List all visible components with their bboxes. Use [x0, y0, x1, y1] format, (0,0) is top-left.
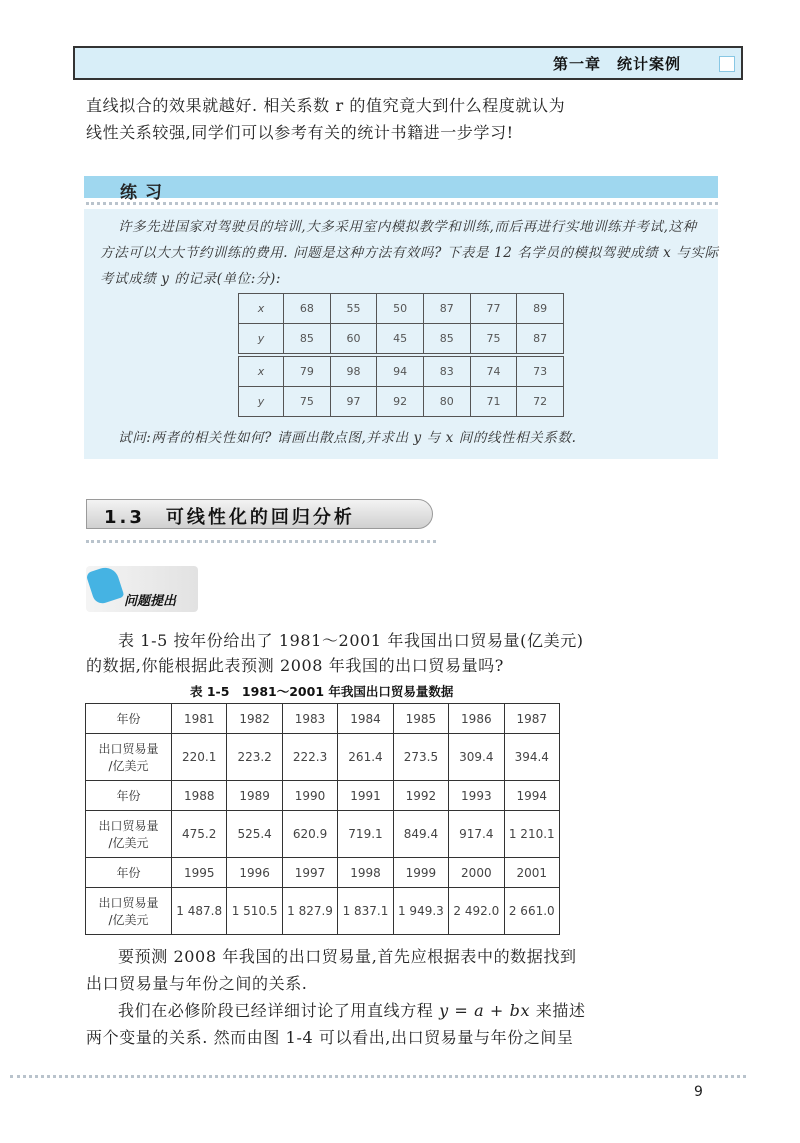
table-cell: 71 [470, 387, 517, 417]
row-header: 年份 [86, 858, 172, 888]
table-cell: 1985 [393, 704, 448, 734]
section-title: 1.3 可线性化的回归分析 [104, 507, 355, 528]
table-cell: 2001 [504, 858, 559, 888]
table-cell: 2 492.0 [449, 888, 504, 935]
table-cell: 97 [330, 387, 377, 417]
table-cell: 1992 [393, 781, 448, 811]
exercise-score-table [238, 293, 564, 417]
problem-line-2: 的数据,你能根据此表预测 2008 年我国的出口贸易量吗? [86, 656, 504, 675]
exercise-line-2: 方法可以大大节约训练的费用. 问题是这种方法有效吗? 下表是 12 名学员的模拟驾驶成绩 x 与实际 [100, 245, 719, 261]
row-header-line-2: /亿美元 [108, 913, 149, 927]
table-cell: 68 [284, 294, 331, 324]
table-cell: 75 [284, 387, 331, 417]
exercise-header-bar [84, 176, 718, 198]
table-cell: 1982 [227, 704, 282, 734]
table-cell: 223.2 [227, 734, 282, 781]
row-header-line-1: 出口贸易量 [98, 742, 159, 756]
exercise-line-1: 许多先进国家对驾驶员的培训,大多采用室内模拟教学和训练,而后再进行实地训练并考试,这种 [118, 219, 697, 235]
row-label: y [239, 324, 284, 356]
table-cell: 1 487.8 [172, 888, 227, 935]
header-corner-square [719, 56, 735, 72]
exercise-question: 试问:两者的相关性如何? 请画出散点图,并求出 y 与 x 间的线性相关系数. [118, 430, 577, 446]
table-cell: 1984 [338, 704, 393, 734]
table-cell: 83 [423, 355, 470, 387]
table-cell: 50 [377, 294, 424, 324]
table-cell: 222.3 [282, 734, 337, 781]
table-cell: 220.1 [172, 734, 227, 781]
table-cell: 394.4 [504, 734, 559, 781]
table-cell: 1994 [504, 781, 559, 811]
table-row [239, 294, 564, 324]
problem-badge-label: 问题提出 [124, 594, 177, 609]
row-header: 年份 [86, 781, 172, 811]
table-cell: 94 [377, 355, 424, 387]
table-cell: 525.4 [227, 811, 282, 858]
row-header-line-2: /亿美元 [108, 759, 149, 773]
table-cell: 2000 [449, 858, 504, 888]
row-label: y [239, 387, 284, 417]
table-cell: 55 [330, 294, 377, 324]
table-cell: 72 [517, 387, 564, 417]
table-cell: 1993 [449, 781, 504, 811]
table-cell: 2 661.0 [504, 888, 559, 935]
table-row [86, 734, 560, 781]
table-cell: 75 [470, 324, 517, 356]
chapter-title: 第一章 统计案例 [552, 55, 681, 73]
table-row [86, 858, 560, 888]
table-cell: 87 [517, 324, 564, 356]
row-header-line-2: /亿美元 [108, 836, 149, 850]
table-cell: 60 [330, 324, 377, 356]
table-cell: 620.9 [282, 811, 337, 858]
exercise-line-3: 考试成绩 y 的记录(单位:分): [100, 271, 282, 287]
intro-line-1: 直线拟合的效果就越好. 相关系数 r 的值究竟大到什么程度就认为 [86, 96, 566, 115]
table-cell: 1 510.5 [227, 888, 282, 935]
table-cell: 73 [517, 355, 564, 387]
intro-line-2: 线性关系较强,同学们可以参考有关的统计书籍进一步学习! [86, 123, 514, 142]
table-cell: 1 949.3 [393, 888, 448, 935]
table-caption: 表 1-5 1981～2001 年我国出口贸易量数据 [190, 684, 454, 699]
table-cell: 85 [284, 324, 331, 356]
row-label: x [239, 294, 284, 324]
table-cell: 89 [517, 294, 564, 324]
table-cell: 80 [423, 387, 470, 417]
linear-formula: y = a + bx [439, 1001, 531, 1020]
table-cell: 45 [377, 324, 424, 356]
table-cell: 1998 [338, 858, 393, 888]
export-volume-table [85, 703, 560, 935]
problem-line-1: 表 1-5 按年份给出了 1981～2001 年我国出口贸易量(亿美元) [118, 631, 584, 650]
table-row [239, 324, 564, 356]
table-row [86, 781, 560, 811]
table-cell: 1989 [227, 781, 282, 811]
table-row [86, 811, 560, 858]
table-cell: 85 [423, 324, 470, 356]
table-cell: 1996 [227, 858, 282, 888]
table-cell: 92 [377, 387, 424, 417]
table-cell: 273.5 [393, 734, 448, 781]
table-cell: 1987 [504, 704, 559, 734]
table-cell: 87 [423, 294, 470, 324]
row-header [86, 811, 172, 858]
after-line-2: 出口贸易量与年份之间的关系. [86, 974, 308, 993]
table-cell: 77 [470, 294, 517, 324]
exercise-title: 练习 [120, 183, 170, 203]
table-cell: 74 [470, 355, 517, 387]
table-cell: 1997 [282, 858, 337, 888]
table-cell: 1 210.1 [504, 811, 559, 858]
row-header: 年份 [86, 704, 172, 734]
table-cell: 849.4 [393, 811, 448, 858]
table-row [239, 355, 564, 387]
exercise-dotted-divider [86, 202, 718, 205]
footer-dotted-divider [10, 1075, 746, 1078]
table-cell: 917.4 [449, 811, 504, 858]
section-dotted-divider [86, 540, 436, 543]
table-cell: 1 837.1 [338, 888, 393, 935]
table-row [86, 888, 560, 935]
table-row [86, 704, 560, 734]
table-cell: 1999 [393, 858, 448, 888]
after-line-3-end: 来描述 [530, 1001, 586, 1020]
table-cell: 1986 [449, 704, 504, 734]
row-header [86, 888, 172, 935]
table-cell: 1983 [282, 704, 337, 734]
chapter-header-bar [73, 46, 743, 80]
after-line-1: 要预测 2008 年我国的出口贸易量,首先应根据表中的数据找到 [118, 947, 577, 966]
table-cell: 309.4 [449, 734, 504, 781]
after-line-3-start: 我们在必修阶段已经详细讨论了用直线方程 [118, 1001, 440, 1020]
row-header-line-1: 出口贸易量 [98, 896, 159, 910]
table-cell: 1 827.9 [282, 888, 337, 935]
table-cell: 1991 [338, 781, 393, 811]
table-cell: 719.1 [338, 811, 393, 858]
table-cell: 1995 [172, 858, 227, 888]
after-line-3 [118, 997, 586, 1024]
table-cell: 1981 [172, 704, 227, 734]
row-label: x [239, 355, 284, 387]
table-cell: 261.4 [338, 734, 393, 781]
after-line-4: 两个变量的关系. 然而由图 1-4 可以看出,出口贸易量与年份之间呈 [86, 1028, 574, 1047]
page-number: 9 [694, 1084, 703, 1100]
table-cell: 79 [284, 355, 331, 387]
table-row [239, 387, 564, 417]
row-header-line-1: 出口贸易量 [98, 819, 159, 833]
table-cell: 98 [330, 355, 377, 387]
table-cell: 1990 [282, 781, 337, 811]
table-cell: 1988 [172, 781, 227, 811]
row-header [86, 734, 172, 781]
table-cell: 475.2 [172, 811, 227, 858]
